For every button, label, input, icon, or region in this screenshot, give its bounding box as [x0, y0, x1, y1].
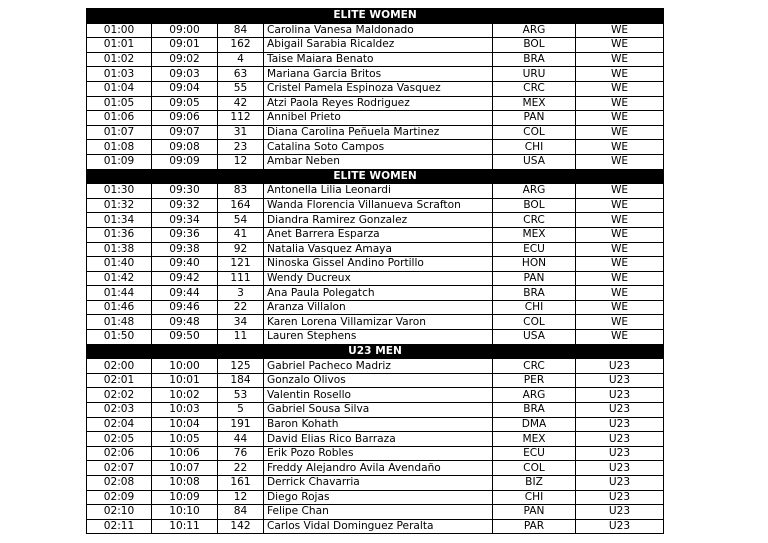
category-cell: U23: [576, 461, 664, 476]
country-cell: PAN: [493, 505, 576, 520]
country-cell: ECU: [493, 242, 576, 257]
country-cell: ARG: [493, 23, 576, 38]
rider-name-cell: Cristel Pamela Espinoza Vasquez: [264, 81, 493, 96]
category-cell: WE: [576, 286, 664, 301]
rider-name-cell: Diego Rojas: [264, 490, 493, 505]
category-cell: U23: [576, 519, 664, 534]
table-row: [87, 403, 664, 418]
rider-name-cell: Gabriel Pacheco Madriz: [264, 359, 493, 374]
table-row: [87, 300, 664, 315]
country-cell: BRA: [493, 286, 576, 301]
clock-time-cell: 09:38: [152, 242, 218, 257]
start-time-cell: 01:34: [87, 213, 152, 228]
clock-time-cell: 10:06: [152, 446, 218, 461]
category-cell: WE: [576, 315, 664, 330]
table-row: [87, 432, 664, 447]
bib-number-cell: 112: [218, 111, 264, 126]
category-cell: U23: [576, 388, 664, 403]
category-cell: WE: [576, 23, 664, 38]
table-row: [87, 125, 664, 140]
start-time-cell: 02:10: [87, 505, 152, 520]
start-time-cell: 01:48: [87, 315, 152, 330]
country-cell: CHI: [493, 140, 576, 155]
clock-time-cell: 10:03: [152, 403, 218, 418]
bib-number-cell: 161: [218, 476, 264, 491]
clock-time-cell: 09:44: [152, 286, 218, 301]
rider-name-cell: Gonzalo Olivos: [264, 373, 493, 388]
bib-number-cell: 54: [218, 213, 264, 228]
rider-name-cell: Carolina Vanesa Maldonado: [264, 23, 493, 38]
clock-time-cell: 09:05: [152, 96, 218, 111]
start-time-cell: 02:06: [87, 446, 152, 461]
country-cell: COL: [493, 461, 576, 476]
table-row: [87, 52, 664, 67]
rider-name-cell: Ninoska Gissel Andino Portillo: [264, 257, 493, 272]
table-row: [87, 154, 664, 169]
start-time-cell: 01:08: [87, 140, 152, 155]
bib-number-cell: 23: [218, 140, 264, 155]
country-cell: PAR: [493, 519, 576, 534]
country-cell: CRC: [493, 359, 576, 374]
clock-time-cell: 09:40: [152, 257, 218, 272]
table-row: [87, 490, 664, 505]
bib-number-cell: 22: [218, 300, 264, 315]
start-time-cell: 01:36: [87, 227, 152, 242]
start-list-body: [87, 9, 664, 534]
rider-name-cell: Diana Carolina Peñuela Martinez: [264, 125, 493, 140]
bib-number-cell: 84: [218, 505, 264, 520]
clock-time-cell: 10:04: [152, 417, 218, 432]
start-time-cell: 01:01: [87, 38, 152, 53]
bib-number-cell: 164: [218, 198, 264, 213]
bib-number-cell: 44: [218, 432, 264, 447]
clock-time-cell: 09:00: [152, 23, 218, 38]
table-row: [87, 111, 664, 126]
clock-time-cell: 10:08: [152, 476, 218, 491]
rider-name-cell: Freddy Alejandro Avila Avendaño: [264, 461, 493, 476]
start-time-cell: 01:38: [87, 242, 152, 257]
section-header: [87, 169, 664, 184]
rider-name-cell: Diandra Ramirez Gonzalez: [264, 213, 493, 228]
country-cell: BIZ: [493, 476, 576, 491]
category-cell: WE: [576, 213, 664, 228]
category-cell: WE: [576, 125, 664, 140]
country-cell: URU: [493, 67, 576, 82]
country-cell: CHI: [493, 490, 576, 505]
table-row: [87, 417, 664, 432]
clock-time-cell: 10:05: [152, 432, 218, 447]
bib-number-cell: 12: [218, 154, 264, 169]
table-row: [87, 67, 664, 82]
table-row: [87, 184, 664, 199]
clock-time-cell: 09:36: [152, 227, 218, 242]
bib-number-cell: 31: [218, 125, 264, 140]
country-cell: USA: [493, 330, 576, 345]
start-time-cell: 01:44: [87, 286, 152, 301]
bib-number-cell: 125: [218, 359, 264, 374]
clock-time-cell: 09:30: [152, 184, 218, 199]
clock-time-cell: 09:03: [152, 67, 218, 82]
start-time-cell: 01:46: [87, 300, 152, 315]
start-time-cell: 01:40: [87, 257, 152, 272]
bib-number-cell: 121: [218, 257, 264, 272]
rider-name-cell: Felipe Chan: [264, 505, 493, 520]
start-time-cell: 02:05: [87, 432, 152, 447]
bib-number-cell: 5: [218, 403, 264, 418]
start-time-cell: 01:42: [87, 271, 152, 286]
category-cell: WE: [576, 111, 664, 126]
country-cell: MEX: [493, 227, 576, 242]
rider-name-cell: Valentin Rosello: [264, 388, 493, 403]
rider-name-cell: Abigail Sarabia Ricaldez: [264, 38, 493, 53]
rider-name-cell: Gabriel Sousa Silva: [264, 403, 493, 418]
start-time-cell: 02:01: [87, 373, 152, 388]
clock-time-cell: 09:32: [152, 198, 218, 213]
clock-time-cell: 10:00: [152, 359, 218, 374]
table-row: [87, 23, 664, 38]
rider-name-cell: David Elias Rico Barraza: [264, 432, 493, 447]
bib-number-cell: 4: [218, 52, 264, 67]
category-cell: U23: [576, 432, 664, 447]
category-cell: WE: [576, 300, 664, 315]
clock-time-cell: 09:09: [152, 154, 218, 169]
table-row: [87, 476, 664, 491]
country-cell: BOL: [493, 38, 576, 53]
rider-name-cell: Baron Kohath: [264, 417, 493, 432]
start-time-cell: 02:07: [87, 461, 152, 476]
start-time-cell: 01:00: [87, 23, 152, 38]
country-cell: HON: [493, 257, 576, 272]
bib-number-cell: 83: [218, 184, 264, 199]
country-cell: COL: [493, 315, 576, 330]
category-cell: WE: [576, 140, 664, 155]
country-cell: PER: [493, 373, 576, 388]
start-time-cell: 02:02: [87, 388, 152, 403]
rider-name-cell: Annibel Prieto: [264, 111, 493, 126]
clock-time-cell: 09:46: [152, 300, 218, 315]
table-row: [87, 198, 664, 213]
start-time-cell: 02:04: [87, 417, 152, 432]
rider-name-cell: Ana Paula Polegatch: [264, 286, 493, 301]
section-header: [87, 9, 664, 24]
start-time-cell: 02:09: [87, 490, 152, 505]
bib-number-cell: 191: [218, 417, 264, 432]
clock-time-cell: 09:34: [152, 213, 218, 228]
category-cell: WE: [576, 257, 664, 272]
country-cell: MEX: [493, 432, 576, 447]
table-row: [87, 81, 664, 96]
bib-number-cell: 34: [218, 315, 264, 330]
category-cell: WE: [576, 227, 664, 242]
start-time-cell: 01:50: [87, 330, 152, 345]
bib-number-cell: 142: [218, 519, 264, 534]
country-cell: CRC: [493, 213, 576, 228]
section-title: U23 MEN: [87, 344, 664, 359]
clock-time-cell: 10:10: [152, 505, 218, 520]
bib-number-cell: 111: [218, 271, 264, 286]
category-cell: WE: [576, 81, 664, 96]
rider-name-cell: Erik Pozo Robles: [264, 446, 493, 461]
start-time-cell: 01:02: [87, 52, 152, 67]
rider-name-cell: Wanda Florencia Villanueva Scrafton: [264, 198, 493, 213]
start-time-cell: 01:07: [87, 125, 152, 140]
start-time-cell: 01:05: [87, 96, 152, 111]
category-cell: WE: [576, 184, 664, 199]
section-title: ELITE WOMEN: [87, 169, 664, 184]
category-cell: U23: [576, 490, 664, 505]
clock-time-cell: 09:07: [152, 125, 218, 140]
country-cell: PAN: [493, 111, 576, 126]
start-time-cell: 01:06: [87, 111, 152, 126]
bib-number-cell: 162: [218, 38, 264, 53]
category-cell: U23: [576, 417, 664, 432]
country-cell: DMA: [493, 417, 576, 432]
country-cell: BRA: [493, 52, 576, 67]
bib-number-cell: 76: [218, 446, 264, 461]
country-cell: BOL: [493, 198, 576, 213]
table-row: [87, 271, 664, 286]
bib-number-cell: 11: [218, 330, 264, 345]
table-row: [87, 96, 664, 111]
clock-time-cell: 09:01: [152, 38, 218, 53]
bib-number-cell: 3: [218, 286, 264, 301]
table-row: [87, 446, 664, 461]
country-cell: ARG: [493, 388, 576, 403]
category-cell: U23: [576, 505, 664, 520]
bib-number-cell: 42: [218, 96, 264, 111]
clock-time-cell: 09:48: [152, 315, 218, 330]
rider-name-cell: Anet Barrera Esparza: [264, 227, 493, 242]
rider-name-cell: Natalia Vasquez Amaya: [264, 242, 493, 257]
rider-name-cell: Wendy Ducreux: [264, 271, 493, 286]
table-row: [87, 257, 664, 272]
clock-time-cell: 10:01: [152, 373, 218, 388]
bib-number-cell: 63: [218, 67, 264, 82]
category-cell: WE: [576, 67, 664, 82]
table-row: [87, 519, 664, 534]
country-cell: COL: [493, 125, 576, 140]
country-cell: BRA: [493, 403, 576, 418]
clock-time-cell: 10:07: [152, 461, 218, 476]
bib-number-cell: 84: [218, 23, 264, 38]
table-row: [87, 373, 664, 388]
start-list-sheet: [86, 8, 663, 534]
bib-number-cell: 55: [218, 81, 264, 96]
rider-name-cell: Aranza Villalon: [264, 300, 493, 315]
rider-name-cell: Carlos Vidal Dominguez Peralta: [264, 519, 493, 534]
category-cell: U23: [576, 359, 664, 374]
rider-name-cell: Atzi Paola Reyes Rodriguez: [264, 96, 493, 111]
category-cell: U23: [576, 446, 664, 461]
rider-name-cell: Lauren Stephens: [264, 330, 493, 345]
table-row: [87, 227, 664, 242]
category-cell: WE: [576, 38, 664, 53]
category-cell: WE: [576, 271, 664, 286]
bib-number-cell: 92: [218, 242, 264, 257]
start-time-cell: 01:32: [87, 198, 152, 213]
clock-time-cell: 09:42: [152, 271, 218, 286]
start-list-table: [86, 8, 664, 534]
clock-time-cell: 10:09: [152, 490, 218, 505]
bib-number-cell: 184: [218, 373, 264, 388]
bib-number-cell: 53: [218, 388, 264, 403]
category-cell: WE: [576, 52, 664, 67]
bib-number-cell: 12: [218, 490, 264, 505]
bib-number-cell: 22: [218, 461, 264, 476]
table-row: [87, 359, 664, 374]
rider-name-cell: Derrick Chavarria: [264, 476, 493, 491]
clock-time-cell: 09:50: [152, 330, 218, 345]
country-cell: MEX: [493, 96, 576, 111]
country-cell: CHI: [493, 300, 576, 315]
country-cell: USA: [493, 154, 576, 169]
section-title: ELITE WOMEN: [87, 9, 664, 24]
rider-name-cell: Mariana Garcia Britos: [264, 67, 493, 82]
category-cell: U23: [576, 476, 664, 491]
start-time-cell: 02:08: [87, 476, 152, 491]
start-time-cell: 01:09: [87, 154, 152, 169]
category-cell: WE: [576, 154, 664, 169]
country-cell: CRC: [493, 81, 576, 96]
clock-time-cell: 10:11: [152, 519, 218, 534]
start-time-cell: 01:03: [87, 67, 152, 82]
country-cell: ECU: [493, 446, 576, 461]
table-row: [87, 315, 664, 330]
rider-name-cell: Catalina Soto Campos: [264, 140, 493, 155]
rider-name-cell: Antonella Lilia Leonardi: [264, 184, 493, 199]
category-cell: WE: [576, 96, 664, 111]
country-cell: PAN: [493, 271, 576, 286]
category-cell: U23: [576, 373, 664, 388]
table-row: [87, 242, 664, 257]
table-row: [87, 286, 664, 301]
start-time-cell: 02:11: [87, 519, 152, 534]
table-row: [87, 388, 664, 403]
category-cell: U23: [576, 403, 664, 418]
table-row: [87, 505, 664, 520]
table-row: [87, 38, 664, 53]
start-time-cell: 01:04: [87, 81, 152, 96]
category-cell: WE: [576, 330, 664, 345]
start-time-cell: 02:00: [87, 359, 152, 374]
table-row: [87, 140, 664, 155]
section-header: [87, 344, 664, 359]
bib-number-cell: 41: [218, 227, 264, 242]
table-row: [87, 330, 664, 345]
clock-time-cell: 09:02: [152, 52, 218, 67]
country-cell: ARG: [493, 184, 576, 199]
rider-name-cell: Karen Lorena Villamizar Varon: [264, 315, 493, 330]
category-cell: WE: [576, 242, 664, 257]
start-time-cell: 01:30: [87, 184, 152, 199]
rider-name-cell: Ambar Neben: [264, 154, 493, 169]
rider-name-cell: Taise Maiara Benato: [264, 52, 493, 67]
table-row: [87, 213, 664, 228]
clock-time-cell: 09:06: [152, 111, 218, 126]
clock-time-cell: 09:08: [152, 140, 218, 155]
table-row: [87, 461, 664, 476]
clock-time-cell: 09:04: [152, 81, 218, 96]
category-cell: WE: [576, 198, 664, 213]
start-time-cell: 02:03: [87, 403, 152, 418]
clock-time-cell: 10:02: [152, 388, 218, 403]
